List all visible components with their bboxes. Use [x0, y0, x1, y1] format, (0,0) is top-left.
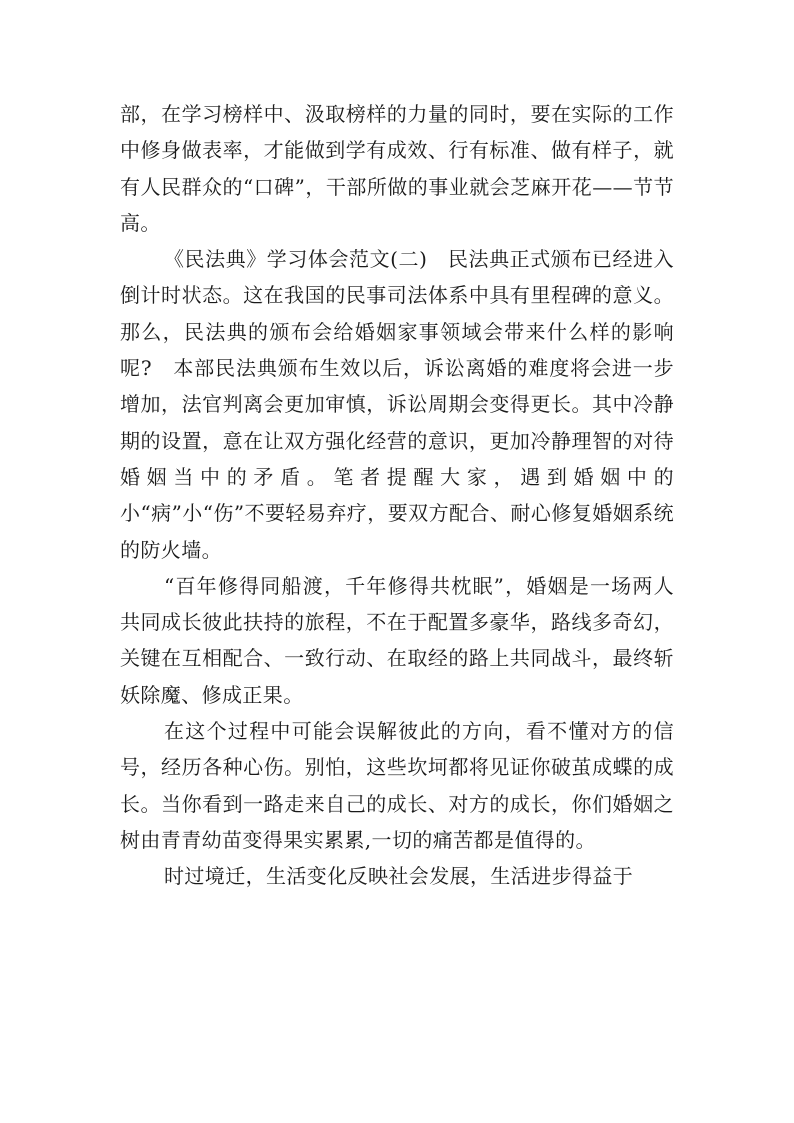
- paragraph-4: 在这个过程中可能会误解彼此的方向，看不懂对方的信号，经历各种心伤。别怕，这些坎坷都将见证你破茧成蝶的成长。当你看到一路走来自己的成长、对方的成长，你们婚姻之树由青青幼苗变得果实累累,一切的痛苦都是值得的。: [120, 719, 674, 852]
- paragraph-2: 《民法典》学习体会范文(二) 民法典正式颁布已经进入倒计时状态。这在我国的民事司法体系中具有里程碑的意义。那么，民法典的颁布会给婚姻家事领域会带来什么样的影响呢? 本部民法典颁布生效以后，诉讼离婚的难度将会进一步增加，法官判离会更加审慎，诉讼周期会变得更长。其中冷静期的设置，意在让双方强化经营的意识，更加冷静理智的对待婚姻当中的矛盾。笔者提醒大家，遇到婚姻中的小“病”小“伤”不要轻易弃疗，要双方配合、耐心修复婚姻系统的防火墙。: [120, 247, 674, 562]
- document-body: [120, 96, 674, 895]
- paragraph-3: “百年修得同船渡，千年修得共枕眠”，婚姻是一场两人共同成长彼此扶持的旅程，不在于配置多豪华，路线多奇幻，关键在互相配合、一致行动、在取经的路上共同战斗，最终斩妖除魔、修成正果。: [120, 573, 674, 707]
- paragraph-5: 时过境迁，生活变化反映社会发展，生活进步得益于: [164, 864, 634, 889]
- paragraph-1: 部，在学习榜样中、汲取榜样的力量的同时，要在实际的工作中修身做表率，才能做到学有成效、行有标准、做有样子，就有人民群众的“口碑”，干部所做的事业就会芝麻开花——节节高。: [120, 102, 674, 235]
